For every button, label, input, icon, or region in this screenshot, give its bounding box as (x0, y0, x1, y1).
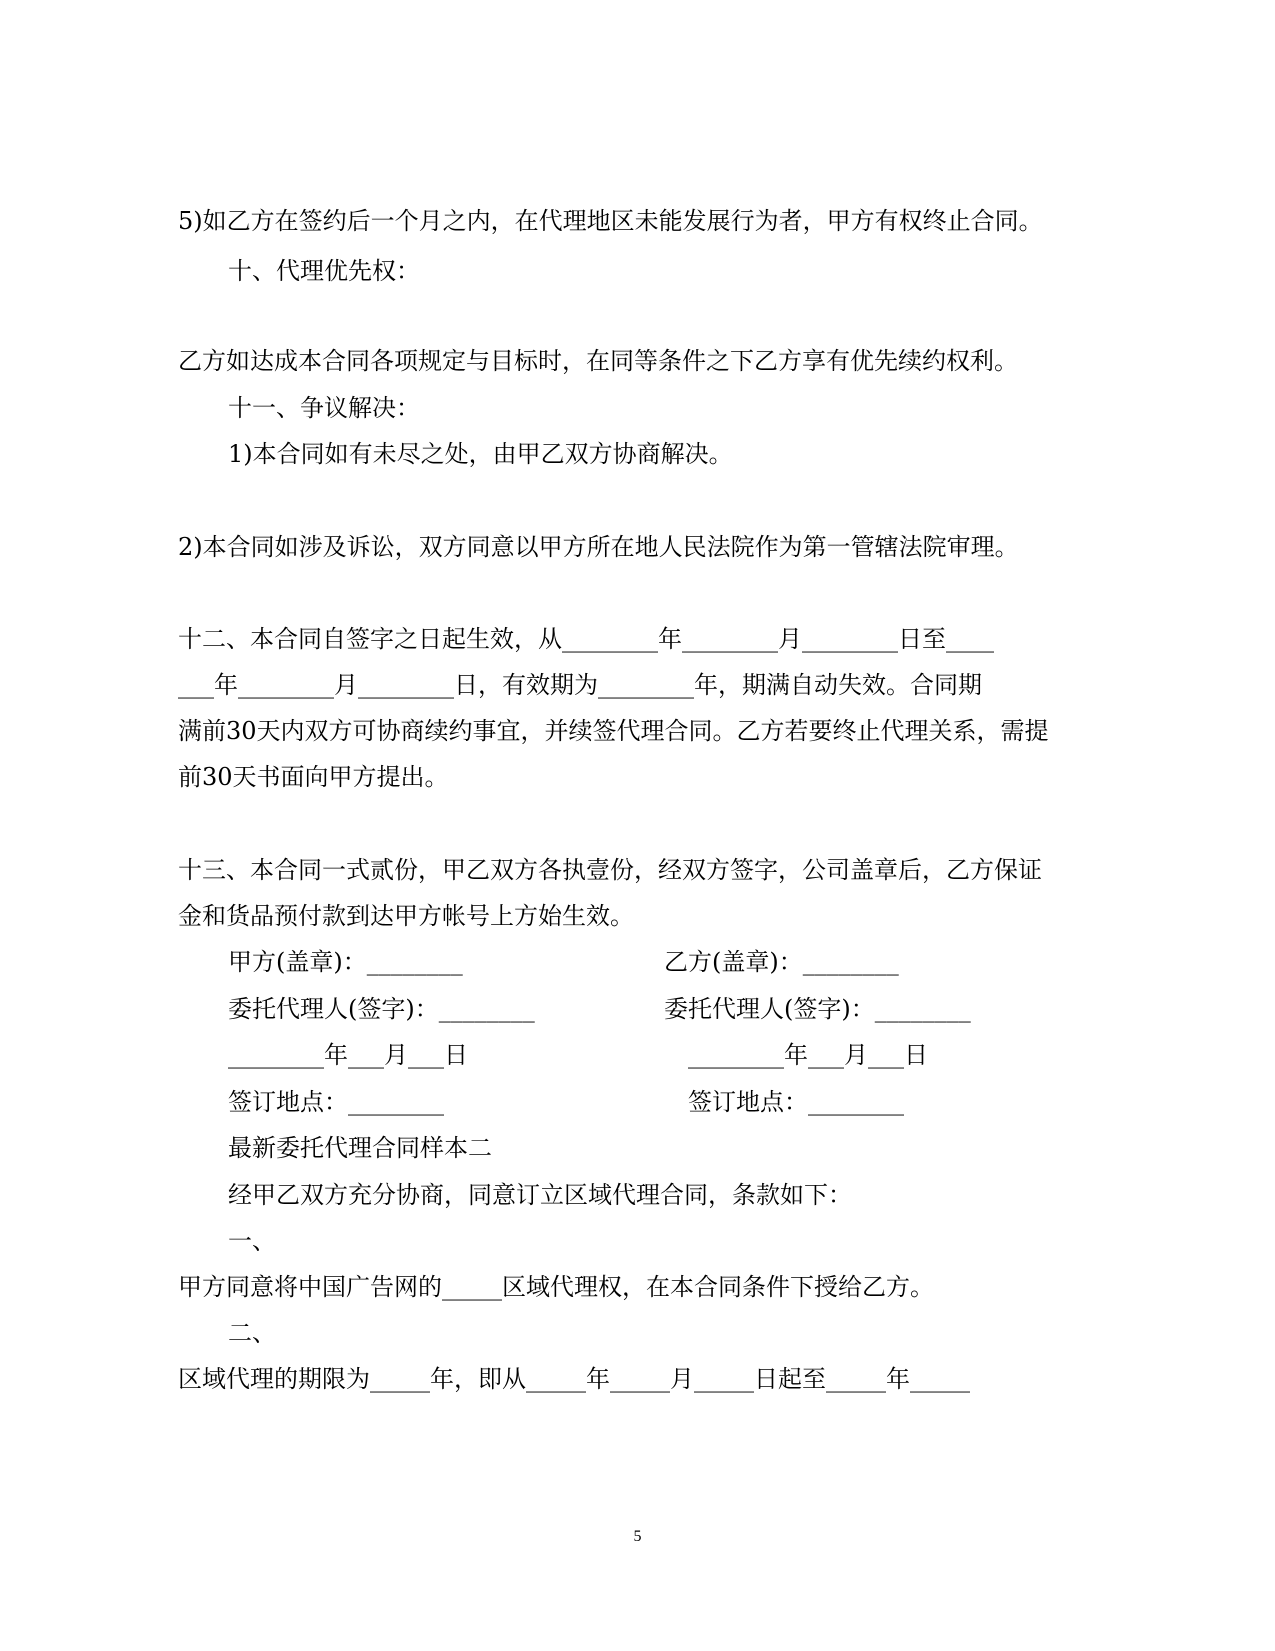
clause-10-text: 乙方如达成本合同各项规定与目标时，在同等条件之下乙方享有优先续约权利。 (178, 347, 1018, 375)
page-number: 5 (633, 1528, 642, 1545)
party-b-place: 签订地点：________ (688, 1088, 904, 1116)
party-a-place: 签订地点：________ (228, 1088, 444, 1116)
clause-13-line-1: 十三、本合同一式贰份，甲乙双方各执壹份，经双方签字，公司盖章后，乙方保证 (178, 856, 1042, 884)
sample-2-intro: 经甲乙双方充分协商，同意订立区域代理合同，条款如下： (228, 1181, 852, 1209)
clause-10-heading: 十、代理优先权： (228, 257, 420, 285)
clause-11-item-2: 2)本合同如涉及诉讼，双方同意以甲方所在地人民法院作为第一管辖法院审理。 (178, 533, 1019, 561)
sample-2-item-1-text: 甲方同意将中国广告网的_____区域代理权，在本合同条件下授给乙方。 (178, 1273, 934, 1301)
party-a-seal: 甲方(盖章)：________ (228, 948, 463, 976)
party-b-date: ________年___月___日 (688, 1041, 928, 1069)
clause-9-item-5: 5)如乙方在签约后一个月之内，在代理地区未能发展行为者，甲方有权终止合同。 (178, 207, 1043, 235)
clause-12-line-4: 前30天书面向甲方提出。 (178, 763, 449, 791)
sample-2-item-2-text: 区域代理的期限为_____年，即从_____年_____月_____日起至_____年_____ (178, 1365, 970, 1393)
party-a-date: ________年___月___日 (228, 1041, 468, 1069)
sample-2-item-1-heading: 一、 (228, 1227, 276, 1255)
party-b-agent: 委托代理人(签字)：________ (664, 995, 971, 1023)
party-b-seal: 乙方(盖章)：________ (664, 948, 899, 976)
clause-12-line-3: 满前30天内双方可协商续约事宜，并续签代理合同。乙方若要终止代理关系，需提 (178, 717, 1049, 745)
party-a-agent: 委托代理人(签字)：________ (228, 995, 535, 1023)
sample-2-item-2-heading: 二、 (228, 1319, 276, 1347)
clause-12-line-2: ___年________月________日，有效期为________年，期满自动失效。合同期 (178, 671, 982, 699)
clause-11-item-1: 1)本合同如有未尽之处，由甲乙双方协商解决。 (228, 440, 733, 468)
clause-13-line-2: 金和货品预付款到达甲方帐号上方始生效。 (178, 902, 634, 930)
clause-12-line-1: 十二、本合同自签字之日起生效，从________年________月________日至____ (178, 625, 994, 653)
sample-2-title: 最新委托代理合同样本二 (228, 1134, 492, 1162)
clause-11-heading: 十一、争议解决： (228, 394, 420, 422)
